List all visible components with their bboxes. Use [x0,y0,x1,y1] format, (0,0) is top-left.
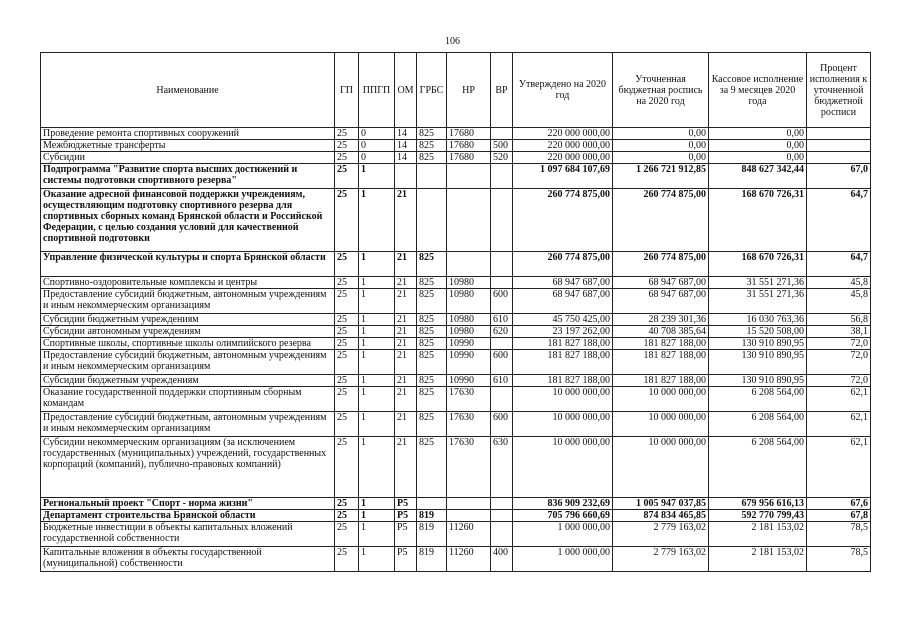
cell-ppgp: 1 [359,289,395,314]
cell-percent: 62,1 [807,387,871,412]
cell-refined: 260 774 875,00 [613,252,709,277]
header-percent: Процент исполнения к уточненной бюджетной росписи [807,53,871,128]
budget-table [40,52,871,572]
cell-grbs: 825 [417,437,447,498]
cell-name: Оказание адресной финансовой поддержки учреждениям, осуществляющим подготовку спортивного резерва для спортивных сборных команд Брянской области и Российской Федерации, с целью создания условий для качественной спортивной подготовки [41,189,335,252]
table-row [41,140,871,152]
cell-vr [491,338,513,350]
cell-gp: 25 [335,314,359,326]
cell-np: 17680 [447,140,491,152]
cell-np: 17630 [447,387,491,412]
cell-percent: 78,5 [807,547,871,572]
cell-vr: 610 [491,314,513,326]
cell-np: 10980 [447,289,491,314]
header-approved: Утверждено на 2020 год [513,53,613,128]
cell-refined: 28 239 301,36 [613,314,709,326]
cell-cash: 130 910 890,95 [709,338,807,350]
cell-refined: 874 834 465,85 [613,510,709,522]
cell-gp: 25 [335,498,359,510]
cell-approved: 836 909 232,69 [513,498,613,510]
cell-percent: 67,0 [807,164,871,189]
cell-om: 21 [395,412,417,437]
table-row [41,412,871,437]
cell-cash: 848 627 342,44 [709,164,807,189]
cell-approved: 181 827 188,00 [513,338,613,350]
cell-om: 21 [395,437,417,498]
cell-ppgp: 1 [359,350,395,375]
cell-refined: 0,00 [613,128,709,140]
cell-ppgp: 1 [359,522,395,547]
header-ppgp: ППГП [359,53,395,128]
cell-om: 21 [395,277,417,289]
table-row [41,326,871,338]
cell-ppgp: 1 [359,547,395,572]
cell-vr: 600 [491,289,513,314]
cell-om: 21 [395,252,417,277]
cell-refined: 10 000 000,00 [613,412,709,437]
cell-name: Предоставление субсидий бюджетным, автономным учреждениям и иным некоммерческим организациям [41,412,335,437]
cell-percent: 62,1 [807,437,871,498]
cell-percent: 38,1 [807,326,871,338]
cell-ppgp: 1 [359,412,395,437]
cell-gp: 25 [335,437,359,498]
cell-grbs [417,164,447,189]
cell-gp: 25 [335,152,359,164]
cell-om: 21 [395,387,417,412]
header-np: НР [447,53,491,128]
cell-ppgp: 1 [359,387,395,412]
cell-gp: 25 [335,277,359,289]
cell-name: Субсидии [41,152,335,164]
cell-vr: 500 [491,140,513,152]
cell-percent: 67,6 [807,498,871,510]
cell-approved: 1 000 000,00 [513,547,613,572]
cell-om: P5 [395,547,417,572]
cell-cash: 6 208 564,00 [709,437,807,498]
cell-om: 21 [395,350,417,375]
cell-vr: 610 [491,375,513,387]
cell-vr: 620 [491,326,513,338]
table-row [41,437,871,498]
cell-name: Бюджетные инвестиции в объекты капитальных вложений государственной собственности [41,522,335,547]
cell-om: 21 [395,326,417,338]
cell-name: Предоставление субсидий бюджетным, автономным учреждениям и иным некоммерческим организациям [41,350,335,375]
cell-ppgp: 1 [359,498,395,510]
cell-cash: 130 910 890,95 [709,375,807,387]
cell-name: Подпрограмма "Развитие спорта высших достижений и системы подготовки спортивного резерва" [41,164,335,189]
cell-np: 17680 [447,128,491,140]
table-row [41,510,871,522]
header-vr: ВР [491,53,513,128]
cell-np: 10980 [447,326,491,338]
cell-vr [491,277,513,289]
cell-grbs: 819 [417,547,447,572]
cell-approved: 181 827 188,00 [513,350,613,375]
header-cash: Кассовое исполнение за 9 месяцев 2020 года [709,53,807,128]
table-row [41,252,871,277]
cell-percent [807,140,871,152]
cell-vr [491,387,513,412]
cell-ppgp: 1 [359,164,395,189]
cell-cash: 6 208 564,00 [709,412,807,437]
table-row [41,387,871,412]
cell-cash: 0,00 [709,140,807,152]
cell-vr [491,510,513,522]
cell-ppgp: 1 [359,326,395,338]
cell-gp: 25 [335,338,359,350]
cell-np: 10980 [447,314,491,326]
cell-approved: 68 947 687,00 [513,289,613,314]
table-header-row [41,53,871,128]
cell-vr: 630 [491,437,513,498]
cell-cash: 130 910 890,95 [709,350,807,375]
cell-name: Предоставление субсидий бюджетным, автономным учреждениям и иным некоммерческим организациям [41,289,335,314]
cell-gp: 25 [335,375,359,387]
cell-ppgp: 1 [359,277,395,289]
cell-refined: 181 827 188,00 [613,350,709,375]
cell-gp: 25 [335,289,359,314]
cell-refined: 1 005 947 037,85 [613,498,709,510]
cell-cash: 6 208 564,00 [709,387,807,412]
cell-grbs: 825 [417,128,447,140]
cell-vr [491,498,513,510]
cell-refined: 181 827 188,00 [613,375,709,387]
cell-refined: 10 000 000,00 [613,437,709,498]
cell-np: 11260 [447,522,491,547]
cell-name: Межбюджетные трансферты [41,140,335,152]
cell-approved: 260 774 875,00 [513,189,613,252]
cell-gp: 25 [335,128,359,140]
table-row [41,338,871,350]
cell-percent: 45,8 [807,289,871,314]
table-row [41,128,871,140]
cell-ppgp: 1 [359,375,395,387]
cell-refined: 2 779 163,02 [613,522,709,547]
cell-om: 21 [395,375,417,387]
cell-grbs [417,189,447,252]
cell-cash: 15 520 508,00 [709,326,807,338]
cell-refined: 260 774 875,00 [613,189,709,252]
cell-np [447,498,491,510]
cell-np [447,164,491,189]
cell-vr: 600 [491,350,513,375]
table-row [41,277,871,289]
cell-grbs: 825 [417,289,447,314]
cell-gp: 25 [335,510,359,522]
cell-grbs: 825 [417,152,447,164]
cell-percent: 45,8 [807,277,871,289]
cell-gp: 25 [335,522,359,547]
cell-approved: 220 000 000,00 [513,128,613,140]
cell-om: 14 [395,128,417,140]
cell-np [447,252,491,277]
cell-percent: 72,0 [807,375,871,387]
header-name: Наименование [41,53,335,128]
cell-name: Спортивные школы, спортивные школы олимпийского резерва [41,338,335,350]
header-refined: Уточненная бюджетная роспись на 2020 год [613,53,709,128]
cell-grbs: 825 [417,375,447,387]
cell-gp: 25 [335,326,359,338]
cell-name: Проведение ремонта спортивных сооружений [41,128,335,140]
cell-refined: 2 779 163,02 [613,547,709,572]
cell-refined: 68 947 687,00 [613,277,709,289]
cell-refined: 181 827 188,00 [613,338,709,350]
cell-cash: 31 551 271,36 [709,289,807,314]
cell-approved: 705 796 660,69 [513,510,613,522]
cell-gp: 25 [335,189,359,252]
cell-cash: 168 670 726,31 [709,252,807,277]
cell-ppgp: 1 [359,314,395,326]
table-row [41,547,871,572]
cell-approved: 220 000 000,00 [513,152,613,164]
cell-refined: 1 266 721 912,85 [613,164,709,189]
cell-name: Спортивно-оздоровительные комплексы и центры [41,277,335,289]
cell-ppgp: 1 [359,437,395,498]
cell-percent [807,152,871,164]
cell-percent: 72,0 [807,350,871,375]
table-row [41,522,871,547]
cell-approved: 181 827 188,00 [513,375,613,387]
cell-approved: 10 000 000,00 [513,437,613,498]
cell-gp: 25 [335,252,359,277]
cell-gp: 25 [335,350,359,375]
cell-vr [491,164,513,189]
cell-approved: 260 774 875,00 [513,252,613,277]
cell-om: P5 [395,510,417,522]
table-body [41,128,871,572]
cell-np: 10990 [447,338,491,350]
cell-percent: 62,1 [807,412,871,437]
cell-refined: 68 947 687,00 [613,289,709,314]
cell-grbs: 825 [417,314,447,326]
cell-ppgp: 0 [359,128,395,140]
cell-grbs: 825 [417,387,447,412]
table-row [41,152,871,164]
cell-grbs: 825 [417,326,447,338]
cell-om: 14 [395,140,417,152]
cell-grbs: 825 [417,252,447,277]
table-row [41,189,871,252]
cell-approved: 23 197 262,00 [513,326,613,338]
cell-name: Субсидии бюджетным учреждениям [41,314,335,326]
table-row [41,164,871,189]
cell-om: 21 [395,314,417,326]
cell-gp: 25 [335,140,359,152]
cell-cash: 16 030 763,36 [709,314,807,326]
cell-vr: 400 [491,547,513,572]
cell-gp: 25 [335,164,359,189]
cell-np: 17680 [447,152,491,164]
cell-approved: 10 000 000,00 [513,412,613,437]
cell-percent: 56,8 [807,314,871,326]
header-gp: ГП [335,53,359,128]
cell-cash: 592 770 799,43 [709,510,807,522]
cell-vr [491,522,513,547]
cell-cash: 0,00 [709,152,807,164]
cell-name: Оказание государственной поддержки спортивным сборным командам [41,387,335,412]
cell-approved: 1 000 000,00 [513,522,613,547]
cell-np: 10990 [447,350,491,375]
cell-np: 10980 [447,277,491,289]
cell-np: 17630 [447,412,491,437]
cell-approved: 1 097 684 107,69 [513,164,613,189]
cell-percent: 64,7 [807,252,871,277]
cell-ppgp: 0 [359,152,395,164]
cell-cash: 31 551 271,36 [709,277,807,289]
cell-cash: 679 956 616,13 [709,498,807,510]
table-row [41,498,871,510]
cell-grbs: 825 [417,338,447,350]
cell-gp: 25 [335,387,359,412]
cell-grbs: 825 [417,350,447,375]
cell-cash: 168 670 726,31 [709,189,807,252]
cell-approved: 45 750 425,00 [513,314,613,326]
cell-np [447,510,491,522]
cell-approved: 68 947 687,00 [513,277,613,289]
cell-cash: 0,00 [709,128,807,140]
cell-refined: 0,00 [613,152,709,164]
cell-ppgp: 1 [359,252,395,277]
cell-grbs: 819 [417,510,447,522]
cell-om: 21 [395,338,417,350]
cell-np: 11260 [447,547,491,572]
cell-om: 14 [395,152,417,164]
table-row [41,289,871,314]
cell-percent [807,128,871,140]
cell-name: Департамент строительства Брянской области [41,510,335,522]
header-grbs: ГРБС [417,53,447,128]
cell-gp: 25 [335,412,359,437]
cell-np [447,189,491,252]
cell-percent: 72,0 [807,338,871,350]
cell-vr [491,128,513,140]
cell-om: 21 [395,189,417,252]
header-om: ОМ [395,53,417,128]
cell-name: Субсидии бюджетным учреждениям [41,375,335,387]
cell-refined: 40 708 385,64 [613,326,709,338]
page-number: 106 [445,36,460,47]
cell-np: 10990 [447,375,491,387]
cell-approved: 10 000 000,00 [513,387,613,412]
cell-om [395,164,417,189]
cell-vr: 520 [491,152,513,164]
cell-om: 21 [395,289,417,314]
cell-cash: 2 181 153,02 [709,522,807,547]
cell-om: P5 [395,522,417,547]
cell-ppgp: 1 [359,510,395,522]
cell-vr [491,252,513,277]
cell-percent: 78,5 [807,522,871,547]
cell-grbs: 819 [417,522,447,547]
cell-grbs: 825 [417,277,447,289]
cell-percent: 67,8 [807,510,871,522]
cell-percent: 64,7 [807,189,871,252]
cell-ppgp: 0 [359,140,395,152]
cell-grbs: 825 [417,140,447,152]
cell-refined: 10 000 000,00 [613,387,709,412]
cell-np: 17630 [447,437,491,498]
table-row [41,314,871,326]
cell-om: P5 [395,498,417,510]
cell-cash: 2 181 153,02 [709,547,807,572]
cell-grbs: 825 [417,412,447,437]
cell-ppgp: 1 [359,338,395,350]
table-row [41,375,871,387]
cell-name: Субсидии автономным учреждениям [41,326,335,338]
cell-gp: 25 [335,547,359,572]
cell-refined: 0,00 [613,140,709,152]
cell-grbs [417,498,447,510]
cell-name: Капитальные вложения в объекты государственной (муниципальной) собственности [41,547,335,572]
cell-vr: 600 [491,412,513,437]
cell-name: Субсидии некоммерческим организациям (за исключением государственных (муниципальных) учреждений, государственных корпораций (компаний), публично-правовых компаний) [41,437,335,498]
table-row [41,350,871,375]
cell-vr [491,189,513,252]
cell-name: Региональный проект "Спорт - норма жизни" [41,498,335,510]
cell-name: Управление физической культуры и спорта Брянской области [41,252,335,277]
cell-ppgp: 1 [359,189,395,252]
cell-approved: 220 000 000,00 [513,140,613,152]
